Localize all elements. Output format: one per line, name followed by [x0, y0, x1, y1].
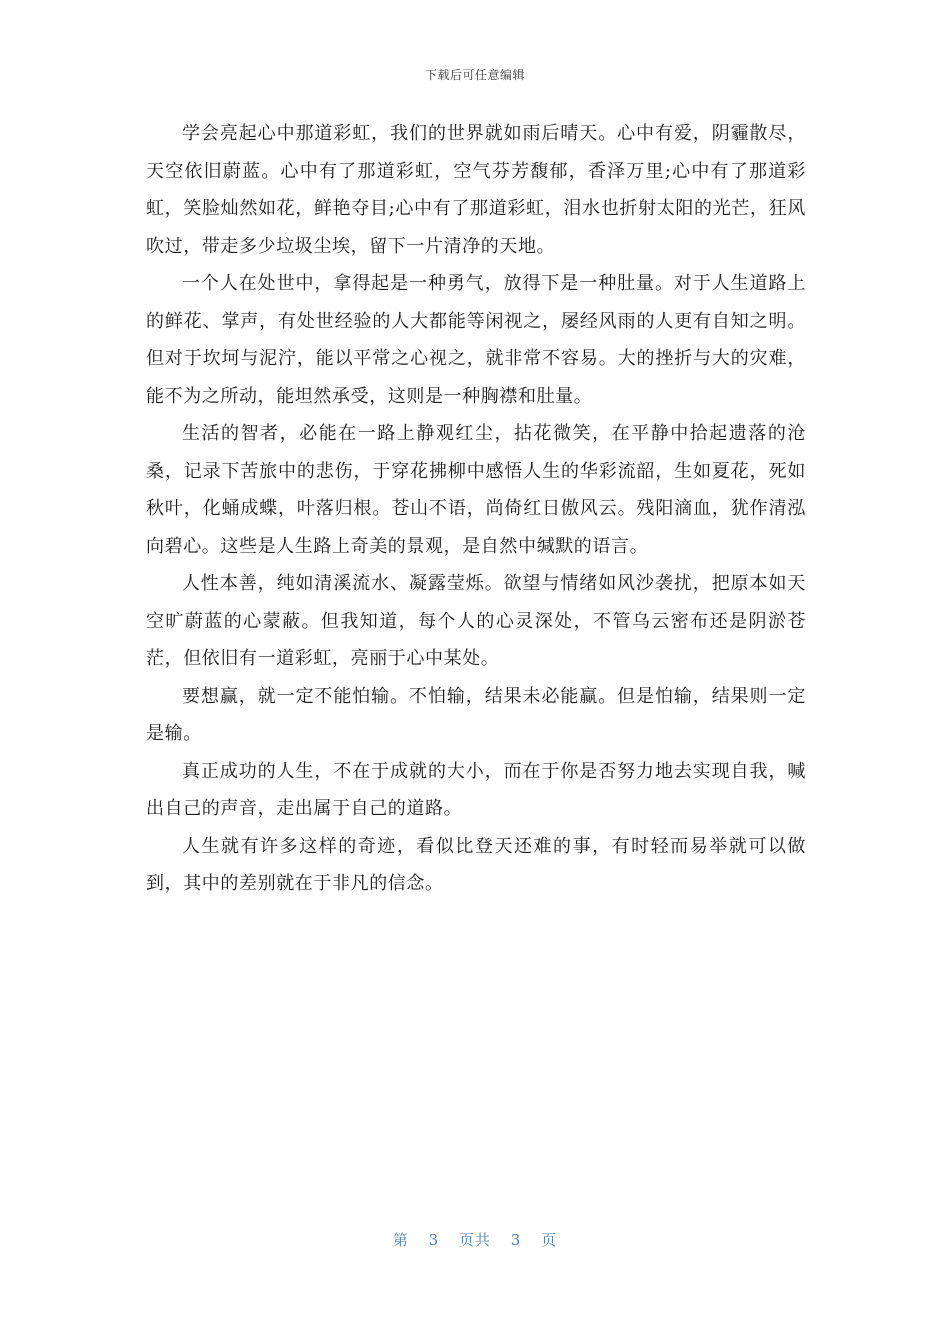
page-header: 下载后可任意编辑: [424, 68, 525, 82]
paragraph: 要想赢，就一定不能怕输。不怕输，结果未必能赢。但是怕输，结果则一定是输。: [146, 685, 806, 744]
paragraph: 一个人在处世中，拿得起是一种勇气，放得下是一种肚量。对于人生道路上的鲜花、掌声，有处世经验的人大都能等闲视之，屡经风雨的人更有自知之明。但对于坎坷与泥泞，能以平常之心视之，就非常不容易。大的挫折与大的灾难，能不为之所动，能坦然承受，这则是一种胸襟和肚量。: [146, 273, 806, 407]
paragraph: 人性本善，纯如清溪流水、凝露莹烁。欲望与情绪如风沙袭扰，把原本如天空旷蔚蓝的心蒙蔽。但我知道，每个人的心灵深处，不管乌云密布还是阴淤苍茫，但依旧有一道彩虹，亮丽于心中某处。: [146, 573, 806, 669]
paragraph: 真正成功的人生，不在于成就的大小，而在于你是否努力地去实现自我，喊出自己的声音，走出属于自己的道路。: [146, 760, 806, 819]
document-body: [146, 115, 806, 903]
paragraph: 学会亮起心中那道彩虹，我们的世界就如雨后晴天。心中有爱，阴霾散尽，天空依旧蔚蓝。心中有了那道彩虹，空气芬芳馥郁，香泽万里;心中有了那道彩虹，笑脸灿然如花，鲜艳夺目;心中有了那道彩虹，泪水也折射太阳的光芒，狂风吹过，带走多少垃圾尘埃，留下一片清净的天地。: [146, 123, 806, 257]
paragraph: 人生就有许多这样的奇迹，看似比登天还难的事，有时轻而易举就可以做到，其中的差别就在于非凡的信念。: [146, 835, 806, 894]
page-number-footer: 第 3 页共 3 页: [392, 1231, 558, 1249]
paragraph: 生活的智者，必能在一路上静观红尘，拈花微笑，在平静中拾起遗落的沧桑，记录下苦旅中的悲伤，于穿花拂柳中感悟人生的华彩流韶，生如夏花，死如秋叶，化蛹成蝶，叶落归根。苍山不语，尚倚红日傲风云。残阳滴血，犹作清泓向碧心。这些是人生路上奇美的景观，是自然中缄默的语言。: [146, 423, 806, 557]
